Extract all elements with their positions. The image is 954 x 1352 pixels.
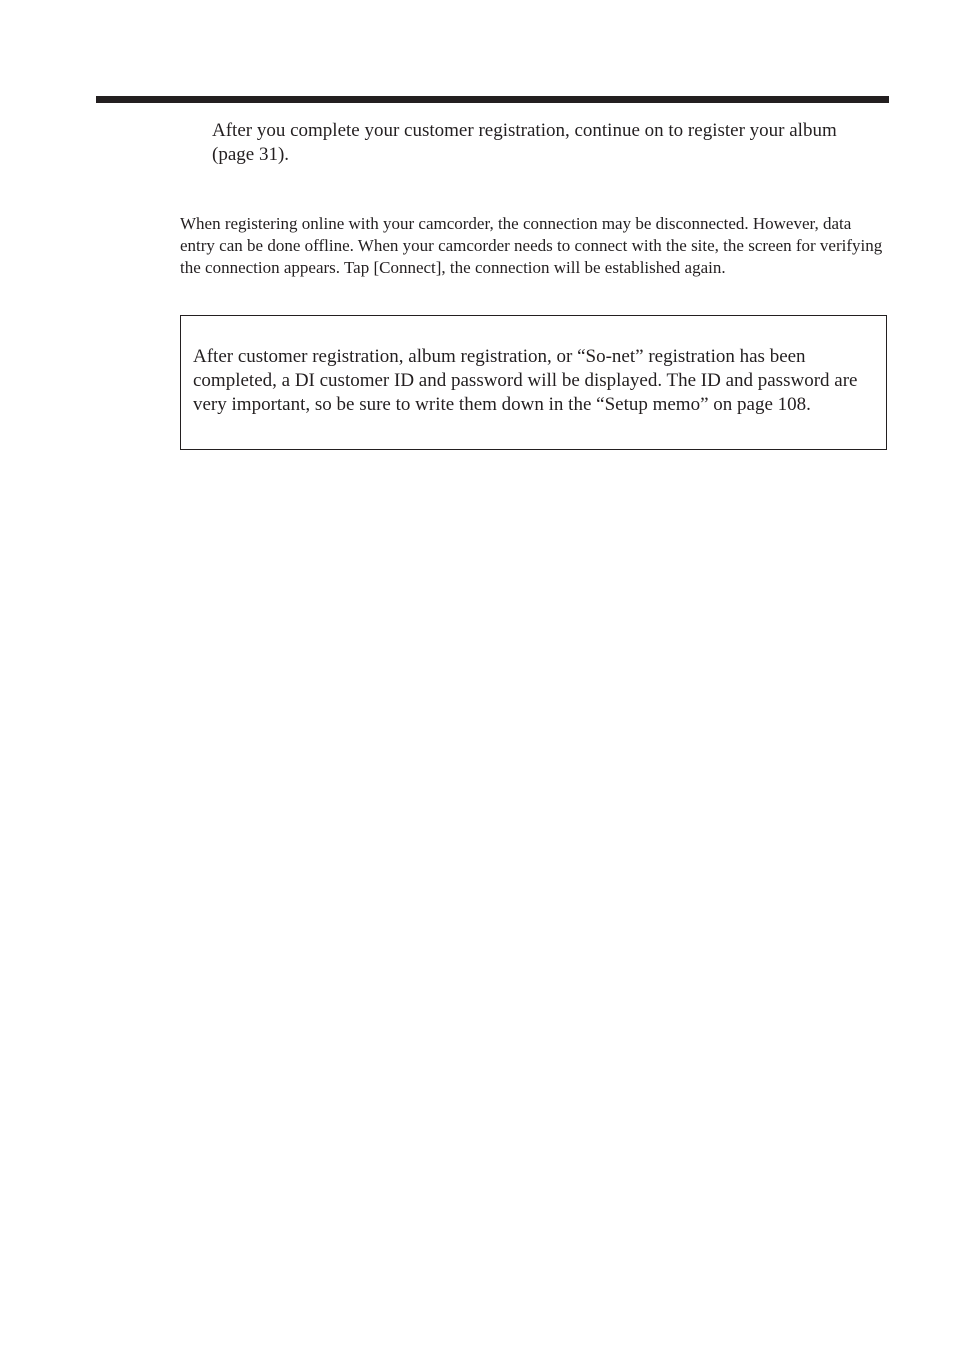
notice-box — [180, 315, 887, 450]
notice-text: After customer registration, album registration, or “So-net” registration has been completed, a DI customer ID and password will be displayed. The ID and password are very important, so be sure to write them down in the “Setup memo” on page 108. — [193, 346, 858, 415]
note-text: When registering online with your camcorder, the connection may be disconnected. However, data entry can be done offline. When your camcorder needs to connect with the site, the screen for verifying the connection appears. Tap [Connect], the connection will be established again. — [180, 214, 883, 277]
top-rule — [96, 96, 889, 103]
step-text: After you complete your customer registration, continue on to register your album (page 31). — [212, 120, 837, 165]
